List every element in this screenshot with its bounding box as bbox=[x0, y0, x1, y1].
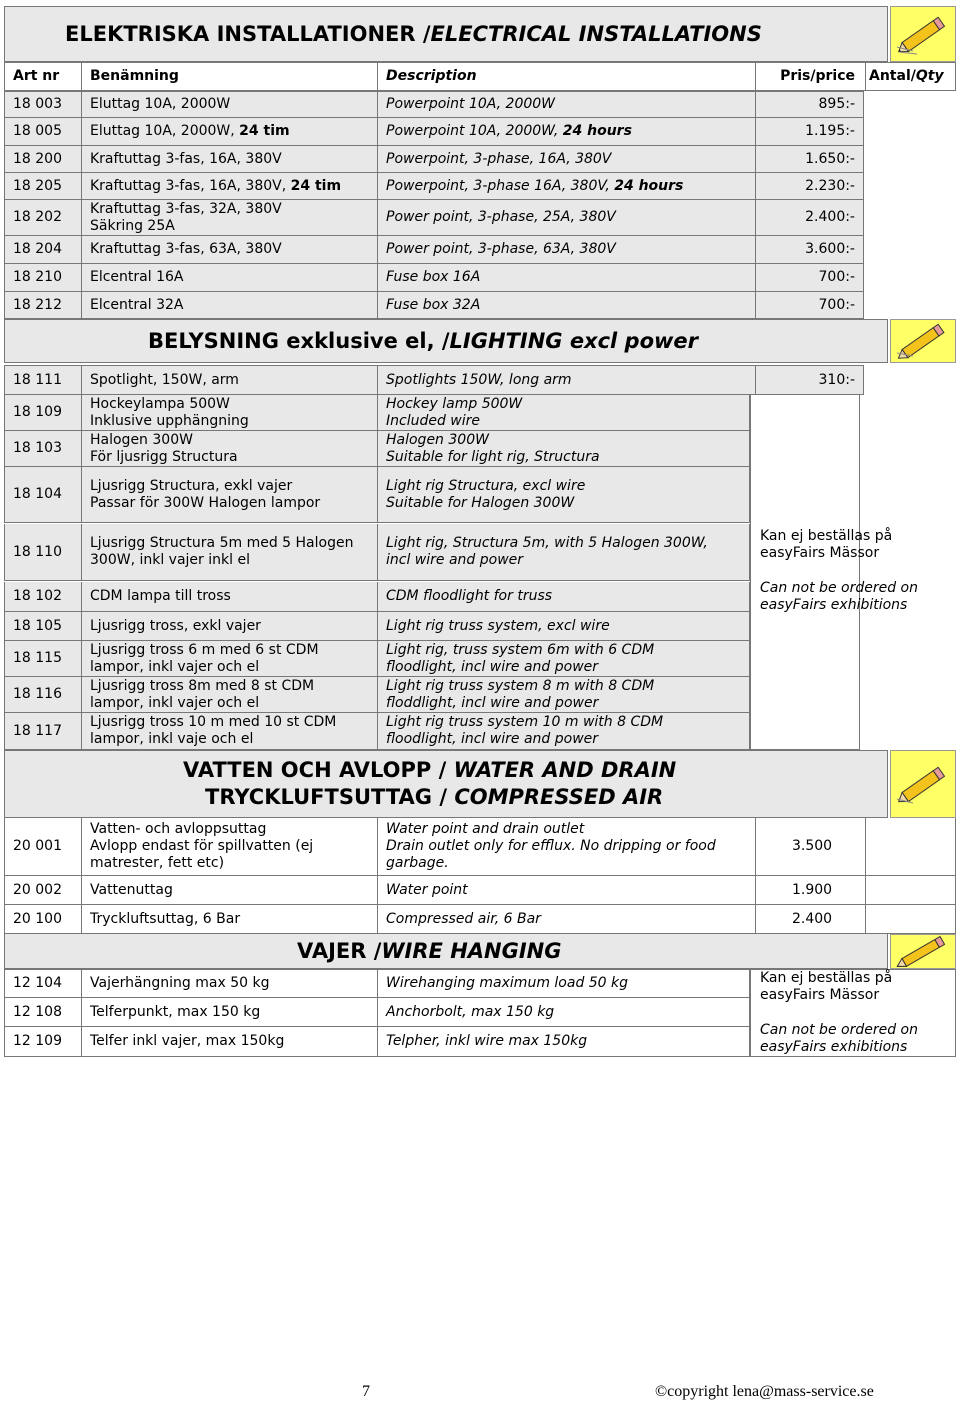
header-qty: Antal/ Qty bbox=[865, 63, 957, 90]
item-price: 2.400:- bbox=[755, 200, 865, 235]
note-sv-line2: easyFairs Mässor bbox=[760, 545, 880, 561]
name-text: Elcentral 32A bbox=[90, 296, 184, 313]
table-row bbox=[4, 677, 750, 713]
desc-text: Powerpoint, 3-phase, 16A, 380V bbox=[386, 150, 612, 167]
item-name bbox=[81, 677, 377, 712]
pencil-icon bbox=[890, 319, 956, 363]
name-bold: 24 tim bbox=[239, 123, 290, 139]
item-name-line: Ljusrigg Structura, exkl vajer bbox=[90, 477, 293, 494]
item-price: 1.900 bbox=[755, 876, 865, 904]
item-price: 310:- bbox=[755, 366, 865, 394]
table-header bbox=[4, 62, 956, 91]
name-text: Eluttag 10A, 2000W, bbox=[90, 123, 240, 139]
item-description bbox=[377, 92, 755, 117]
item-price: 895:- bbox=[755, 92, 865, 117]
item-name-line: 300W, inkl vajer inkl el bbox=[90, 552, 250, 568]
art-number: 18 205 bbox=[13, 177, 62, 194]
wire-note-sv-line1: Kan ej beställas på bbox=[760, 970, 893, 986]
item-name-line: Hockeylampa 500W bbox=[90, 395, 230, 412]
item-description-line: Included wire bbox=[386, 412, 481, 429]
item-name bbox=[81, 200, 377, 235]
art-number: 18 102 bbox=[13, 588, 62, 604]
item-name bbox=[81, 146, 377, 172]
item-name-line: lampor, inkl vajer och el bbox=[90, 694, 260, 711]
item-description bbox=[377, 677, 751, 712]
item-name-line: Passar för 300W Halogen lampor bbox=[90, 494, 321, 511]
item-name: Spotlight, 150W, arm bbox=[81, 366, 377, 394]
table-row bbox=[4, 969, 750, 998]
table-row bbox=[4, 200, 864, 236]
item-description-line: floodlight, incl wire and power bbox=[386, 658, 599, 675]
item-description bbox=[377, 200, 755, 235]
item-name-line: Säkring 25A bbox=[90, 217, 175, 234]
wire-section-title bbox=[4, 934, 888, 969]
air-title-en: COMPRESSED AIR bbox=[454, 785, 664, 809]
item-name: Vajerhängning max 50 kg bbox=[81, 970, 377, 997]
art-number: 18 005 bbox=[13, 123, 62, 139]
item-description bbox=[377, 292, 755, 318]
lighting-section-title bbox=[4, 319, 888, 363]
table-row bbox=[4, 612, 750, 641]
item-name-line: lampor, inkl vaje och el bbox=[90, 731, 254, 747]
item-name: Ljusrigg tross, exkl vajer bbox=[81, 612, 377, 640]
table-row bbox=[4, 876, 956, 905]
art-number: 20 001 bbox=[13, 838, 62, 854]
wire-title-en: WIRE HANGING bbox=[381, 939, 562, 963]
item-name: Tryckluftsuttag, 6 Bar bbox=[81, 905, 377, 933]
art-number: 18 111 bbox=[13, 371, 62, 388]
item-description-line: Hockey lamp 500W bbox=[386, 395, 523, 412]
art-number: 18 116 bbox=[13, 686, 62, 702]
item-price: 1.195:- bbox=[755, 118, 865, 145]
page-number: 7 bbox=[362, 1383, 370, 1400]
art-number: 18 115 bbox=[13, 650, 62, 666]
table-row bbox=[4, 1027, 750, 1057]
art-number: 20 002 bbox=[13, 881, 62, 898]
item-description bbox=[377, 264, 755, 291]
pencil-icon bbox=[890, 750, 956, 818]
item-name-line: Avlopp endast för spillvatten (ej bbox=[90, 838, 314, 854]
water-section-title bbox=[4, 750, 888, 818]
table-row bbox=[4, 118, 864, 146]
item-description-line: Drain outlet only for efflux. No dripping or food bbox=[386, 838, 716, 854]
art-number: 18 110 bbox=[13, 543, 62, 560]
desc-bold: 24 hours bbox=[614, 177, 684, 194]
item-name bbox=[81, 264, 377, 291]
item-name bbox=[81, 173, 377, 199]
desc-text: Fuse box 16A bbox=[386, 269, 481, 285]
item-description-line: floodlight, incl wire and power bbox=[386, 731, 599, 747]
table-row bbox=[4, 713, 750, 750]
art-number: 18 105 bbox=[13, 617, 62, 634]
table-row bbox=[4, 818, 956, 876]
item-qty bbox=[865, 876, 957, 904]
item-description-line: Light rig, truss system 6m with 6 CDM bbox=[386, 641, 655, 658]
item-name bbox=[81, 713, 377, 749]
item-qty bbox=[865, 818, 957, 875]
item-name: Telfer inkl vajer, max 150kg bbox=[81, 1027, 377, 1056]
item-name: Vattenuttag bbox=[81, 876, 377, 904]
item-description-line: Light rig truss system 10 m with 8 CDM bbox=[386, 714, 664, 730]
pencil-icon bbox=[890, 6, 956, 62]
desc-text: Powerpoint, 3-phase 16A, 380V, bbox=[386, 177, 615, 194]
art-number: 18 202 bbox=[13, 209, 62, 225]
wire-note bbox=[760, 970, 918, 1056]
desc-text: Power point, 3-phase, 63A, 380V bbox=[386, 241, 616, 257]
copyright: ©copyright lena@mass-service.se bbox=[655, 1383, 874, 1400]
item-description bbox=[377, 431, 751, 466]
item-name-line: Halogen 300W bbox=[90, 431, 193, 448]
item-description bbox=[377, 818, 755, 875]
table-row bbox=[4, 582, 750, 612]
item-description bbox=[377, 524, 751, 580]
lighting-title-en: LIGHTING excl power bbox=[449, 329, 699, 353]
item-description-line: garbage. bbox=[386, 855, 449, 871]
item-price: 3.500 bbox=[755, 818, 865, 875]
item-name-line: Kraftuttag 3-fas, 32A, 380V bbox=[90, 200, 282, 217]
header-art-nr: Art nr bbox=[13, 68, 60, 84]
table-row bbox=[4, 524, 750, 581]
name-text: Eluttag 10A, 2000W bbox=[90, 96, 231, 112]
header-price: Pris/price bbox=[755, 63, 865, 90]
item-name-line: matrester, fett etc) bbox=[90, 855, 225, 871]
electrical-title-sv: ELEKTRISKA INSTALLATIONER / bbox=[65, 22, 431, 46]
art-number: 12 109 bbox=[13, 1033, 62, 1049]
item-price: 700:- bbox=[755, 264, 865, 291]
table-row bbox=[4, 236, 864, 264]
item-name: Telferpunkt, max 150 kg bbox=[81, 998, 377, 1026]
wire-title-sv: VAJER / bbox=[297, 939, 382, 963]
art-number: 18 212 bbox=[13, 296, 62, 313]
table-row bbox=[4, 292, 864, 319]
item-description bbox=[377, 467, 751, 522]
item-name bbox=[81, 641, 377, 676]
name-bold: 24 tim bbox=[290, 177, 342, 194]
item-price: 1.650:- bbox=[755, 146, 865, 172]
note-en-line2: easyFairs exhibitions bbox=[760, 597, 908, 613]
air-title-sv: TRYCKLUFTSUTTAG / bbox=[205, 785, 455, 809]
item-description: Anchorbolt, max 150 kg bbox=[377, 998, 751, 1026]
desc-bold: 24 hours bbox=[562, 123, 632, 139]
name-text: Kraftuttag 3-fas, 16A, 380V bbox=[90, 150, 282, 167]
item-name-line: Ljusrigg tross 8m med 8 st CDM bbox=[90, 677, 315, 694]
item-description: Telpher, inkl wire max 150kg bbox=[377, 1027, 751, 1056]
item-description: Light rig truss system, excl wire bbox=[377, 612, 751, 640]
item-name bbox=[81, 118, 377, 145]
name-text: Kraftuttag 3-fas, 16A, 380V, bbox=[90, 177, 291, 194]
item-description-line: Suitable for light rig, Structura bbox=[386, 448, 600, 465]
item-description: Wirehanging maximum load 50 kg bbox=[377, 970, 751, 997]
item-name bbox=[81, 395, 377, 430]
item-name bbox=[81, 431, 377, 466]
table-row bbox=[4, 264, 864, 292]
art-number: 20 100 bbox=[13, 910, 62, 927]
item-price: 2.230:- bbox=[755, 173, 865, 199]
item-name bbox=[81, 524, 377, 580]
item-description bbox=[377, 395, 751, 430]
art-number: 18 109 bbox=[13, 404, 62, 420]
item-description-line: floddlight, incl wire and power bbox=[386, 694, 599, 711]
item-price: 3.600:- bbox=[755, 236, 865, 263]
item-description bbox=[377, 173, 755, 199]
item-description: Spotlights 150W, long arm bbox=[377, 366, 751, 394]
item-description-line: Light rig, Structura 5m, with 5 Halogen 300W, bbox=[386, 535, 708, 551]
note-sv-line1: Kan ej beställas på bbox=[760, 528, 893, 544]
art-number: 18 103 bbox=[13, 440, 62, 456]
item-name-line: Inklusive upphängning bbox=[90, 412, 249, 429]
wire-note-en-line1: Can not be ordered on bbox=[760, 1022, 918, 1038]
item-name: CDM lampa till tross bbox=[81, 582, 377, 611]
item-price: 2.400 bbox=[755, 905, 865, 933]
item-name bbox=[81, 236, 377, 263]
item-name bbox=[81, 818, 377, 875]
art-number: 18 210 bbox=[13, 269, 62, 285]
lighting-note bbox=[760, 528, 918, 614]
wire-note-sv-line2: easyFairs Mässor bbox=[760, 987, 880, 1003]
art-number: 18 104 bbox=[13, 486, 62, 502]
name-text: Kraftuttag 3-fas, 63A, 380V bbox=[90, 241, 282, 257]
item-name-line: Ljusrigg tross 10 m med 10 st CDM bbox=[90, 714, 337, 730]
header-benamning: Benämning bbox=[81, 63, 377, 90]
table-row bbox=[4, 905, 956, 934]
desc-text: Fuse box 32A bbox=[386, 296, 481, 313]
table-row bbox=[4, 365, 864, 395]
art-number: 12 108 bbox=[13, 1003, 62, 1020]
water-title-en: WATER AND DRAIN bbox=[453, 758, 677, 782]
item-description: Compressed air, 6 Bar bbox=[377, 905, 755, 933]
art-number: 18 117 bbox=[13, 722, 62, 739]
item-qty bbox=[865, 905, 957, 933]
item-name-line: Ljusrigg tross 6 m med 6 st CDM bbox=[90, 641, 319, 658]
table-row bbox=[4, 173, 864, 200]
art-number: 18 200 bbox=[13, 150, 62, 167]
table-row bbox=[4, 146, 864, 173]
header-description: Description bbox=[377, 63, 755, 90]
pencil-icon bbox=[890, 934, 956, 969]
item-name-line: Vatten- och avloppsuttag bbox=[90, 821, 267, 837]
table-row bbox=[4, 91, 864, 118]
note-en-line1: Can not be ordered on bbox=[760, 580, 918, 596]
item-name bbox=[81, 467, 377, 522]
item-description bbox=[377, 146, 755, 172]
item-description: CDM floodlight for truss bbox=[377, 582, 751, 611]
desc-text: Power point, 3-phase, 25A, 380V bbox=[386, 209, 616, 225]
item-description bbox=[377, 713, 751, 749]
item-description bbox=[377, 641, 751, 676]
electrical-section-title bbox=[4, 6, 888, 62]
water-title-sv: VATTEN OCH AVLOPP / bbox=[183, 758, 454, 782]
desc-text: Powerpoint 10A, 2000W bbox=[386, 96, 556, 112]
art-number: 18 003 bbox=[13, 96, 62, 112]
desc-text: Powerpoint 10A, 2000W, bbox=[386, 123, 563, 139]
table-row bbox=[4, 395, 750, 431]
lighting-title-sv: BELYSNING exklusive el, / bbox=[148, 329, 450, 353]
art-number: 18 204 bbox=[13, 241, 62, 257]
art-number: 12 104 bbox=[13, 975, 62, 991]
item-description bbox=[377, 236, 755, 263]
item-name bbox=[81, 292, 377, 318]
item-description: Water point bbox=[377, 876, 755, 904]
item-description-line: Suitable for Halogen 300W bbox=[386, 494, 575, 511]
item-name-line: För ljusrigg Structura bbox=[90, 448, 238, 465]
table-row bbox=[4, 998, 750, 1027]
name-text: Elcentral 16A bbox=[90, 269, 184, 285]
item-name bbox=[81, 92, 377, 117]
item-price: 700:- bbox=[755, 292, 865, 318]
table-row bbox=[4, 641, 750, 677]
wire-note-en-line2: easyFairs exhibitions bbox=[760, 1039, 908, 1055]
table-row bbox=[4, 431, 750, 467]
item-name-line: Ljusrigg Structura 5m med 5 Halogen bbox=[90, 535, 354, 551]
item-description bbox=[377, 118, 755, 145]
table-row bbox=[4, 467, 750, 523]
item-description-line: Water point and drain outlet bbox=[386, 821, 585, 837]
item-description-line: Light rig truss system 8 m with 8 CDM bbox=[386, 677, 655, 694]
item-name-line: lampor, inkl vajer och el bbox=[90, 658, 260, 675]
item-description-line: incl wire and power bbox=[386, 552, 524, 568]
item-description-line: Halogen 300W bbox=[386, 431, 489, 448]
electrical-title-en: ELECTRICAL INSTALLATIONS bbox=[430, 22, 762, 46]
item-description-line: Light rig Structura, excl wire bbox=[386, 477, 586, 494]
